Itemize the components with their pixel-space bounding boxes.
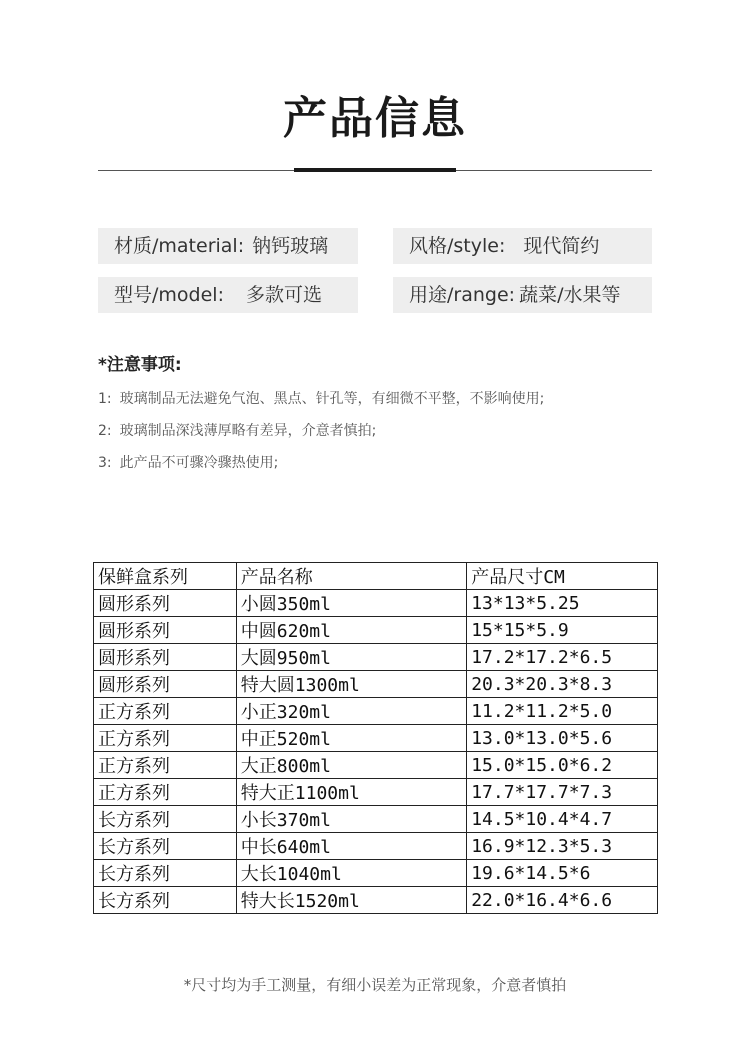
table-row [94, 860, 658, 887]
cell-product: 特大长1520ml [236, 887, 466, 914]
table-row [94, 887, 658, 914]
cell-product: 特大圆1300ml [236, 671, 466, 698]
spec-material-key: 材质/material: [114, 235, 245, 257]
cell-series: 正方系列 [94, 698, 237, 725]
note-text: 此产品不可骤冷骤热使用; [119, 455, 279, 471]
spec-material-value: 钠钙玻璃 [252, 235, 329, 257]
table-header-row [94, 563, 658, 590]
cell-product: 特大正1100ml [236, 779, 466, 806]
table-row [94, 644, 658, 671]
cell-size: 19.6*14.5*6 [467, 860, 658, 887]
table-row [94, 617, 658, 644]
cell-series: 正方系列 [94, 779, 237, 806]
note-item [98, 420, 376, 440]
spec-style [393, 228, 652, 264]
table-row [94, 752, 658, 779]
cell-product: 大正800ml [236, 752, 466, 779]
footnote: *尺寸均为手工测量，有细小误差为正常现象，介意者慎拍 [183, 976, 567, 994]
cell-product: 中圆620ml [236, 617, 466, 644]
spec-style-value: 现代简约 [523, 235, 600, 257]
spec-range-value: 蔬菜/水果等 [519, 284, 621, 306]
note-number: 1: [98, 391, 112, 407]
notes-title: *注意事项: [98, 355, 182, 375]
table-row [94, 833, 658, 860]
cell-product: 中长640ml [236, 833, 466, 860]
table-row [94, 671, 658, 698]
cell-size: 13.0*13.0*5.6 [467, 725, 658, 752]
cell-product: 大长1040ml [236, 860, 466, 887]
cell-size: 22.0*16.4*6.6 [467, 887, 658, 914]
cell-series: 圆形系列 [94, 617, 237, 644]
cell-series: 圆形系列 [94, 671, 237, 698]
spec-style-key: 风格/style: [409, 235, 506, 257]
spec-material [98, 228, 358, 264]
cell-size: 15.0*15.0*6.2 [467, 752, 658, 779]
table-row [94, 806, 658, 833]
table-row [94, 698, 658, 725]
cell-product: 中正520ml [236, 725, 466, 752]
table-row [94, 779, 658, 806]
cell-product: 小正320ml [236, 698, 466, 725]
title-divider-accent [294, 168, 456, 172]
size-table [93, 562, 658, 914]
cell-size: 15*15*5.9 [467, 617, 658, 644]
note-number: 3: [98, 455, 112, 471]
spec-model-key: 型号/model: [114, 284, 224, 306]
cell-size: 13*13*5.25 [467, 590, 658, 617]
page-title: 产品信息 [283, 93, 467, 144]
cell-series: 长方系列 [94, 860, 237, 887]
note-item [98, 388, 544, 408]
cell-size: 14.5*10.4*4.7 [467, 806, 658, 833]
column-header-product: 产品名称 [236, 563, 466, 590]
note-item [98, 452, 278, 472]
spec-model [98, 277, 358, 313]
spec-model-value: 多款可选 [245, 284, 322, 306]
note-number: 2: [98, 423, 112, 439]
cell-size: 20.3*20.3*8.3 [467, 671, 658, 698]
cell-series: 长方系列 [94, 806, 237, 833]
cell-series: 长方系列 [94, 833, 237, 860]
table-body [94, 590, 658, 914]
note-text: 玻璃制品无法避免气泡、黑点、针孔等，有细微不平整，不影响使用; [119, 391, 545, 407]
cell-series: 长方系列 [94, 887, 237, 914]
spec-range-key: 用途/range: [409, 284, 516, 306]
column-header-series: 保鲜盒系列 [94, 563, 237, 590]
cell-product: 小圆350ml [236, 590, 466, 617]
table-row [94, 725, 658, 752]
cell-series: 圆形系列 [94, 644, 237, 671]
table-row [94, 590, 658, 617]
cell-size: 17.2*17.2*6.5 [467, 644, 658, 671]
cell-size: 17.7*17.7*7.3 [467, 779, 658, 806]
cell-size: 16.9*12.3*5.3 [467, 833, 658, 860]
cell-product: 小长370ml [236, 806, 466, 833]
spec-range [393, 277, 652, 313]
cell-size: 11.2*11.2*5.0 [467, 698, 658, 725]
cell-product: 大圆950ml [236, 644, 466, 671]
cell-series: 圆形系列 [94, 590, 237, 617]
note-text: 玻璃制品深浅薄厚略有差异，介意者慎拍; [119, 423, 377, 439]
cell-series: 正方系列 [94, 725, 237, 752]
column-header-size: 产品尺寸CM [467, 563, 658, 590]
cell-series: 正方系列 [94, 752, 237, 779]
